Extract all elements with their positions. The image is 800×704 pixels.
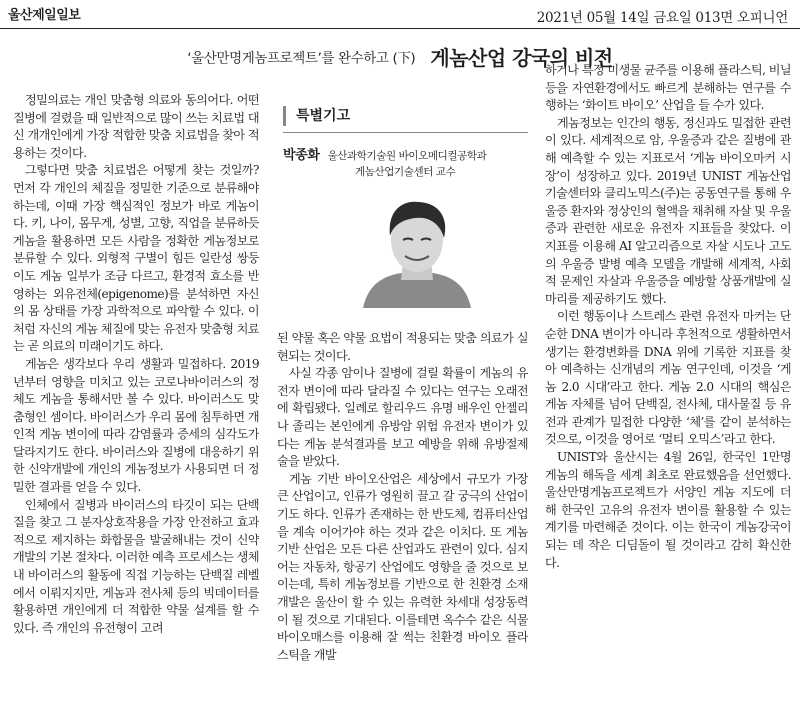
paragraph: UNIST와 울산시는 4월 26일, 한국인 1만명 게놈의 해독을 세계 최초로 완료했음을 선언했다. 울산만명게놈프로젝트가 서양인 게놈 지도에 더해 한국인 고유의 유전자 변이를 활용할 수 있는 계기를 마련해준 것이다. 이는 한국이 게놈강국이 되는 데 작은 디딤돌이 될 것이라고 감히 확신한다. xyxy=(545,450,791,570)
paragraph: 그렇다면 맞춤 치료법은 어떻게 찾는 것일까? 먼저 각 개인의 체질을 정밀한 기준으로 분류해야 하는데, 이때 가장 핵심적인 정보가 바로 게놈이다. 키, 나이, 몸무게, 성별, 고향, 직업을 분류하듯 게놈을 활용하면 모든 사람을 정확한 게놈정보로 분류할 수 있다. 외형적 구별이 힘든 일란성 쌍둥이도 게놈 일부가 조금 다르고, 환경적 효소를 반영하는 외유전체(epigenome)를 분석하면 자신의 몸 상태를 가장 과학적으로 파악할 수 있다. 이처럼 자신의 게놈 체질에 맞는 유전자 맞춤형 치료는 곧 의료의 미래이기도 하다. xyxy=(13,163,259,354)
paragraph: 정밀의료는 개인 맞춤형 의료와 동의어다. 어떤 질병에 걸렸을 때 일반적으로 많이 쓰는 치료법 대신 개개인에게 가장 적합한 맞춤 치료법을 찾아 적용하는 것이다. xyxy=(13,93,259,160)
paragraph: 사실 각종 암이나 질병에 걸릴 확률이 게놈의 유전자 변이에 따라 달라질 수 있다는 연구는 오래전에 확립됐다. 일례로 할리우드 유명 배우인 안젤리나 졸리는 본인에게 유방암 위험 유전자 변이가 있다는 게놈 분석결과를 보고 예방을 위해 유방절제술을 받았다. xyxy=(277,366,528,469)
headline-subtitle: ‘울산만명게놈프로젝트’를 완수하고 (下) xyxy=(187,50,416,67)
author-name: 박종화 xyxy=(283,148,320,163)
article-column-3 xyxy=(545,62,791,704)
section-label: 특별기고 xyxy=(283,106,350,126)
author-byline xyxy=(283,148,486,180)
contributor-box xyxy=(277,100,528,316)
author-title: 게놈산업기술센터 교수 xyxy=(355,166,456,178)
dateline: 2021년 05월 14일 금요일 013면 오피니언 xyxy=(536,10,788,26)
article-column-2 xyxy=(277,330,528,704)
paragraph: 이런 행동이나 스트레스 관련 유전자 마커는 단순한 DNA 변이가 아니라 후천적으로 생활하면서 생기는 환경변화를 DNA 위에 기록한 지표를 찾아 예측하는 신개념의 게놈 연구인데, 이것을 ‘게놈 2.0 시대’라고 한다. 게놈 2.0 시대의 핵심은 게놈 자체를 넘어 단백질, 전사체, 대사물질 등 유전과 관계가 밀접한 다양한 ‘체’를 같이 분석하는 것으로, 이것을 영어로 ‘멀티 오믹스’라고 한다. xyxy=(545,309,791,447)
paragraph: 하거나 특정 미생물 균주를 이용해 플라스틱, 비닐 등을 자연환경에서도 빠르게 분해하는 연구를 수행하는 ‘화이트 바이오’ 산업을 들 수가 있다. xyxy=(545,63,791,113)
headline-title: 게놈산업 강국의 비전 xyxy=(430,46,613,70)
paragraph: 인체에서 질병과 바이러스의 타깃이 되는 단백질을 찾고 그 분자상호작용을 가장 안전하고 효과적으로 제지하는 화합물을 발굴해내는 것이 신약개발의 기본 절차다. 이러한 예측 프로세스는 생체 내 바이러스의 활동에 직접 기능하는 단백질 레벨에서 이뤄지지만, 게놈과 전사체 등의 빅데이터를 활용하면 개인에게 더 적합한 약물 설계를 할 수 있다. 즉 개인의 유전형이 고려 xyxy=(13,497,259,635)
masthead: 울산제일일보 xyxy=(8,8,81,23)
article-column-1 xyxy=(13,92,259,704)
header-rule xyxy=(0,28,800,29)
author-affiliation: 울산과학기술원 바이오메디컬공학과 xyxy=(327,150,487,162)
paragraph: 된 약물 혹은 약물 요법이 적용되는 맞춤 의료가 실현되는 것이다. xyxy=(277,331,528,363)
paragraph: 게놈 기반 바이오산업은 세상에서 규모가 가장 큰 산업이고, 인류가 영원히 끌고 갈 궁극의 산업이기도 하다. 인류가 존재하는 한 반도체, 컴퓨터산업을 계속 이어가야 하는 것과 같은 이치다. 또 게놈 기반 산업은 모든 다른 산업과도 관련이 있다. 심지어는 자동차, 항공기 산업에도 영향을 줄 것으로 보이는데, 특히 게놈정보를 기반으로 한 친환경 소재 개발은 울산이 할 수 있는 유력한 차세대 성장동력이 될 것으로 기대된다. 이를테면 옥수수 같은 식물 바이오매스를 이용해 잘 썩는 친환경 바이오 플라스틱을 개발 xyxy=(277,471,528,662)
paragraph: 게놈은 생각보다 우리 생활과 밀접하다. 2019년부터 영향을 미치고 있는 코로나바이러스의 정체도 게놈을 통해서만 볼 수 있다. 바이러스도 맞춤형인 셈이다. 바이러스가 우리 몸에 침투하면 개인적 게놈 변이에 따라 감염률과 증세의 심각도가 달라지기도 한다. 바이러스와 질병에 대응하기 위한 신약개발에 개인의 게놈정보가 사용되면 더 정밀한 결과를 얻을 수 있다. xyxy=(13,356,259,495)
author-photo xyxy=(357,188,477,308)
box-divider xyxy=(283,132,528,133)
paragraph: 게놈정보는 인간의 행동, 정신과도 밀접한 관련이 있다. 세계적으로 암, 우울증과 같은 질병에 관해 예측할 수 있는 지표로서 ‘게놈 바이오마커 시장’이 성장하고 있다. 2019년 UNIST 게놈산업기술센터와 클리노믹스(주)는 공동연구를 통해 우울증 환자와 정상인의 혈액을 채취해 자살 및 우울증과 관련한 새로운 유전자 지표들을 찾았다. 이 지표를 이용해 AI 알고리즘으로 자살 시도나 고도의 우울증 발병 예측 모델을 개발해 세계적, 사회적 문제인 자살과 우울증을 예방할 상품개발에 실마리를 제공하기도 했다. xyxy=(545,115,791,306)
